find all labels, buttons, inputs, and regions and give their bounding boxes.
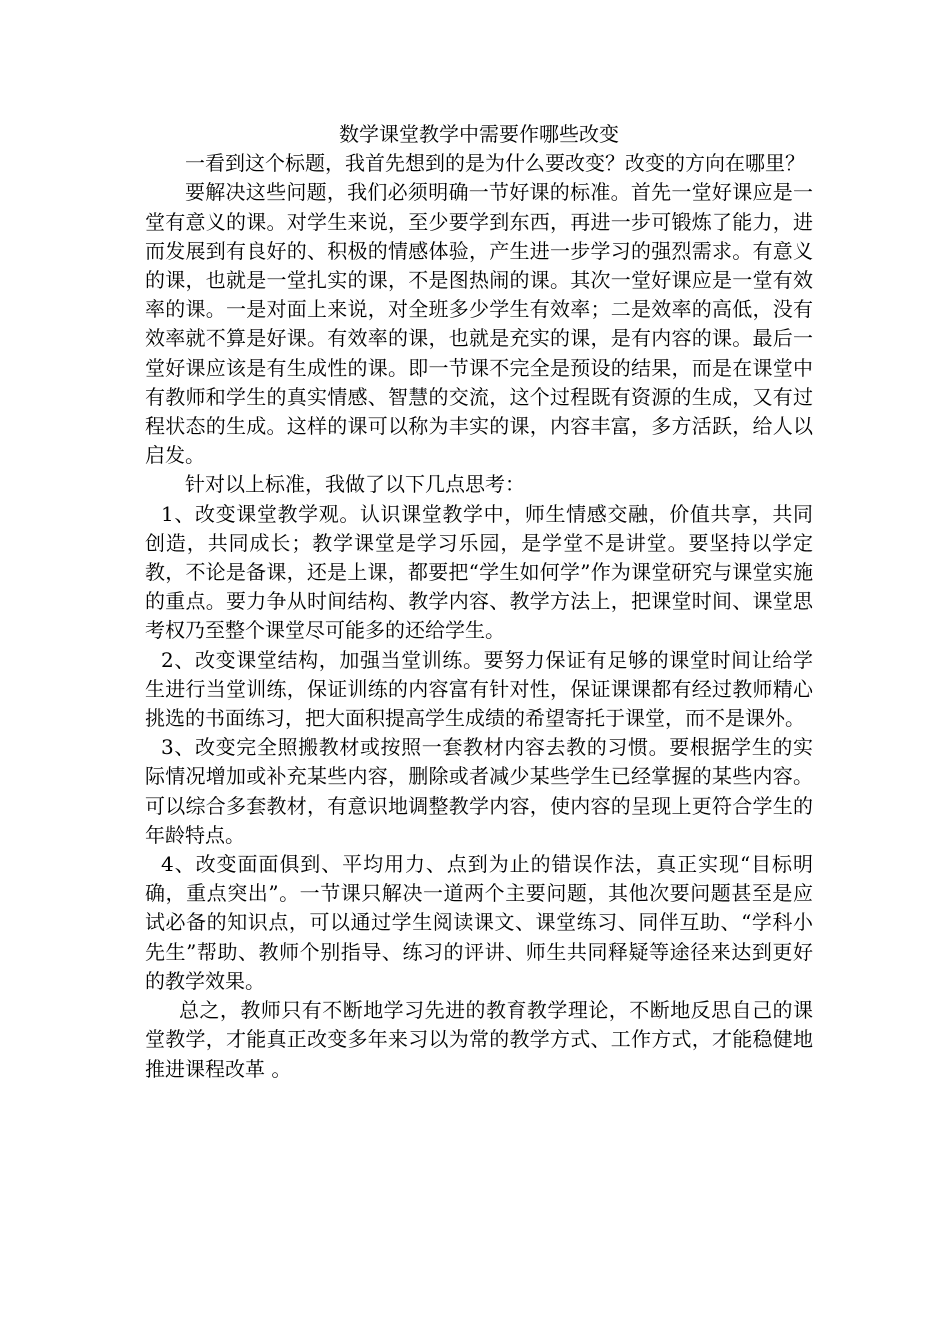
paragraph-point-4: 4、改变面面俱到、平均用力、点到为止的错误作法，真正实现“目标明确，重点突出”。一节课只解决一道两个主要问题，其他次要问题甚至是应试必备的知识点，可以通过学生阅读课文、课堂练习、同伴互助、“学科小先生”帮助、教师个别指导、练习的评讲、师生共同释疑等途径来达到更好的教学效果。 (145, 852, 813, 993)
paragraph-point-1: 1、改变课堂教学观。认识课堂教学中，师生情感交融，价值共享，共同创造，共同成长；教学课堂是学习乐园，是学堂不是讲堂。要坚持以学定教，不论是备课，还是上课，都要把“学生如何学”作为课堂研究与课堂实施的重点。要力争从时间结构、教学内容、教学方法上，把课堂时间、课堂思考权乃至整个课堂尽可能多的还给学生。 (145, 501, 813, 643)
paragraph-conclusion: 总之，教师只有不断地学习先进的教育教学理论，不断地反思自己的课堂教学，才能真正改变多年来习以为常的教学方式、工作方式，才能稳健地推进课程改革 。 (145, 998, 813, 1081)
paragraph-good-lesson-standard: 要解决这些问题，我们必须明确一节好课的标准。首先一堂好课应是一堂有意义的课。对学生来说，至少要学到东西，再进一步可锻炼了能力，进而发展到有良好的、积极的情感体验，产生进一步学习的强烈需求。有意义的课，也就是一堂扎实的课，不是图热闹的课。其次一堂好课应是一堂有效率的课。一是对面上来说，对全班多少学生有效率；二是效率的高低，没有效率就不算是好课。有效率的课，也就是充实的课，是有内容的课。最后一堂好课应该是有生成性的课。即一节课不完全是预设的结果，而是在课堂中有教师和学生的真实情感、智慧的交流，这个过程既有资源的生成，又有过程状态的生成。这样的课可以称为丰实的课，内容丰富，多方活跃，给人以启发。 (145, 180, 813, 468)
document-title: 数学课堂教学中需要作哪些改变 (339, 122, 619, 146)
paragraph-point-2: 2、改变课堂结构，加强当堂训练。要努力保证有足够的课堂时间让给学生进行当堂训练，保证训练的内容富有针对性，保证课课都有经过教师精心挑选的书面练习，把大面积提高学生成绩的希望寄托于课堂，而不是课外。 (145, 647, 813, 731)
paragraph-thoughts-lead: 针对以上标准，我做了以下几点思考： (185, 472, 525, 497)
document-body (145, 120, 813, 1084)
paragraph-intro: 一看到这个标题，我首先想到的是为什么要改变？改变的方向在哪里？ (185, 151, 805, 176)
paragraph-point-3: 3、改变完全照搬教材或按照一套教材内容去教的习惯。要根据学生的实际情况增加或补充某些内容，删除或者减少某些学生已经掌握的某些内容。可以综合多套教材，有意识地调整教学内容，使内容的呈现上更符合学生的年龄特点。 (145, 735, 813, 847)
